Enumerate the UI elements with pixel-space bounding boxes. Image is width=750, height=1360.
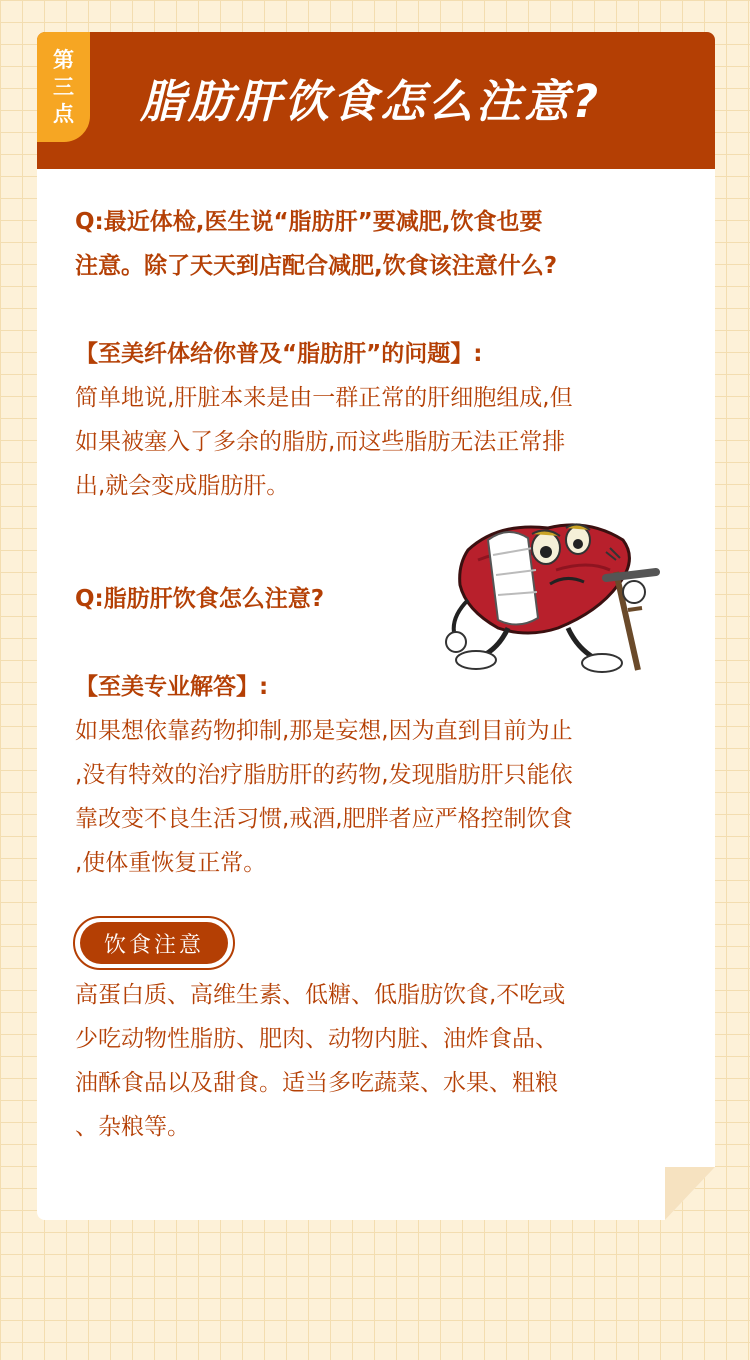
section-1-line: 简单地说,肝脏本来是由一群正常的肝细胞组成,但 xyxy=(75,385,573,411)
section-2-heading: 【至美专业解答】: xyxy=(75,674,269,700)
section-1-heading: 【至美纤体给你普及“脂肪肝”的问题】: xyxy=(75,341,483,367)
question-1-line: Q:最近体检,医生说“脂肪肝”要减肥,饮食也要 xyxy=(75,209,543,235)
tag-char: 点 xyxy=(53,101,74,126)
diet-notes-line: 、杂粮等。 xyxy=(75,1114,190,1140)
tag-char: 三 xyxy=(53,74,74,99)
question-2: Q:脂肪肝饮食怎么注意? xyxy=(75,586,325,612)
section-1-line: 出,就会变成脂肪肝。 xyxy=(75,473,290,499)
diet-notes-label: 饮食注意 xyxy=(80,922,228,964)
page-title: 脂肪肝饮食怎么注意? xyxy=(140,75,602,128)
section-2-line: 如果想依靠药物抑制,那是妄想,因为直到目前为止 xyxy=(75,718,573,744)
section-1-line: 如果被塞入了多余的脂肪,而这些脂肪无法正常排 xyxy=(75,429,566,455)
tag-char: 第 xyxy=(53,47,74,72)
diet-notes-line: 油酥食品以及甜食。适当多吃蔬菜、水果、粗粮 xyxy=(75,1070,558,1096)
diet-notes-line: 高蛋白质、高维生素、低糖、低脂肪饮食,不吃或 xyxy=(75,982,566,1008)
page-fold-corner xyxy=(665,1167,715,1220)
section-tag xyxy=(37,32,90,142)
section-2-line: ,使体重恢复正常。 xyxy=(75,850,267,876)
section-2-line: ,没有特效的治疗脂肪肝的药物,发现脂肪肝只能依 xyxy=(75,762,573,788)
question-1-line: 注意。除了天天到店配合减肥,饮食该注意什么? xyxy=(75,253,558,279)
diet-notes-line: 少吃动物性脂肪、肥肉、动物内脏、油炸食品、 xyxy=(75,1026,558,1052)
section-2-line: 靠改变不良生活习惯,戒酒,肥胖者应严格控制饮食 xyxy=(75,806,573,832)
sick-liver-illustration xyxy=(438,500,668,675)
diet-notes-badge xyxy=(73,916,235,970)
